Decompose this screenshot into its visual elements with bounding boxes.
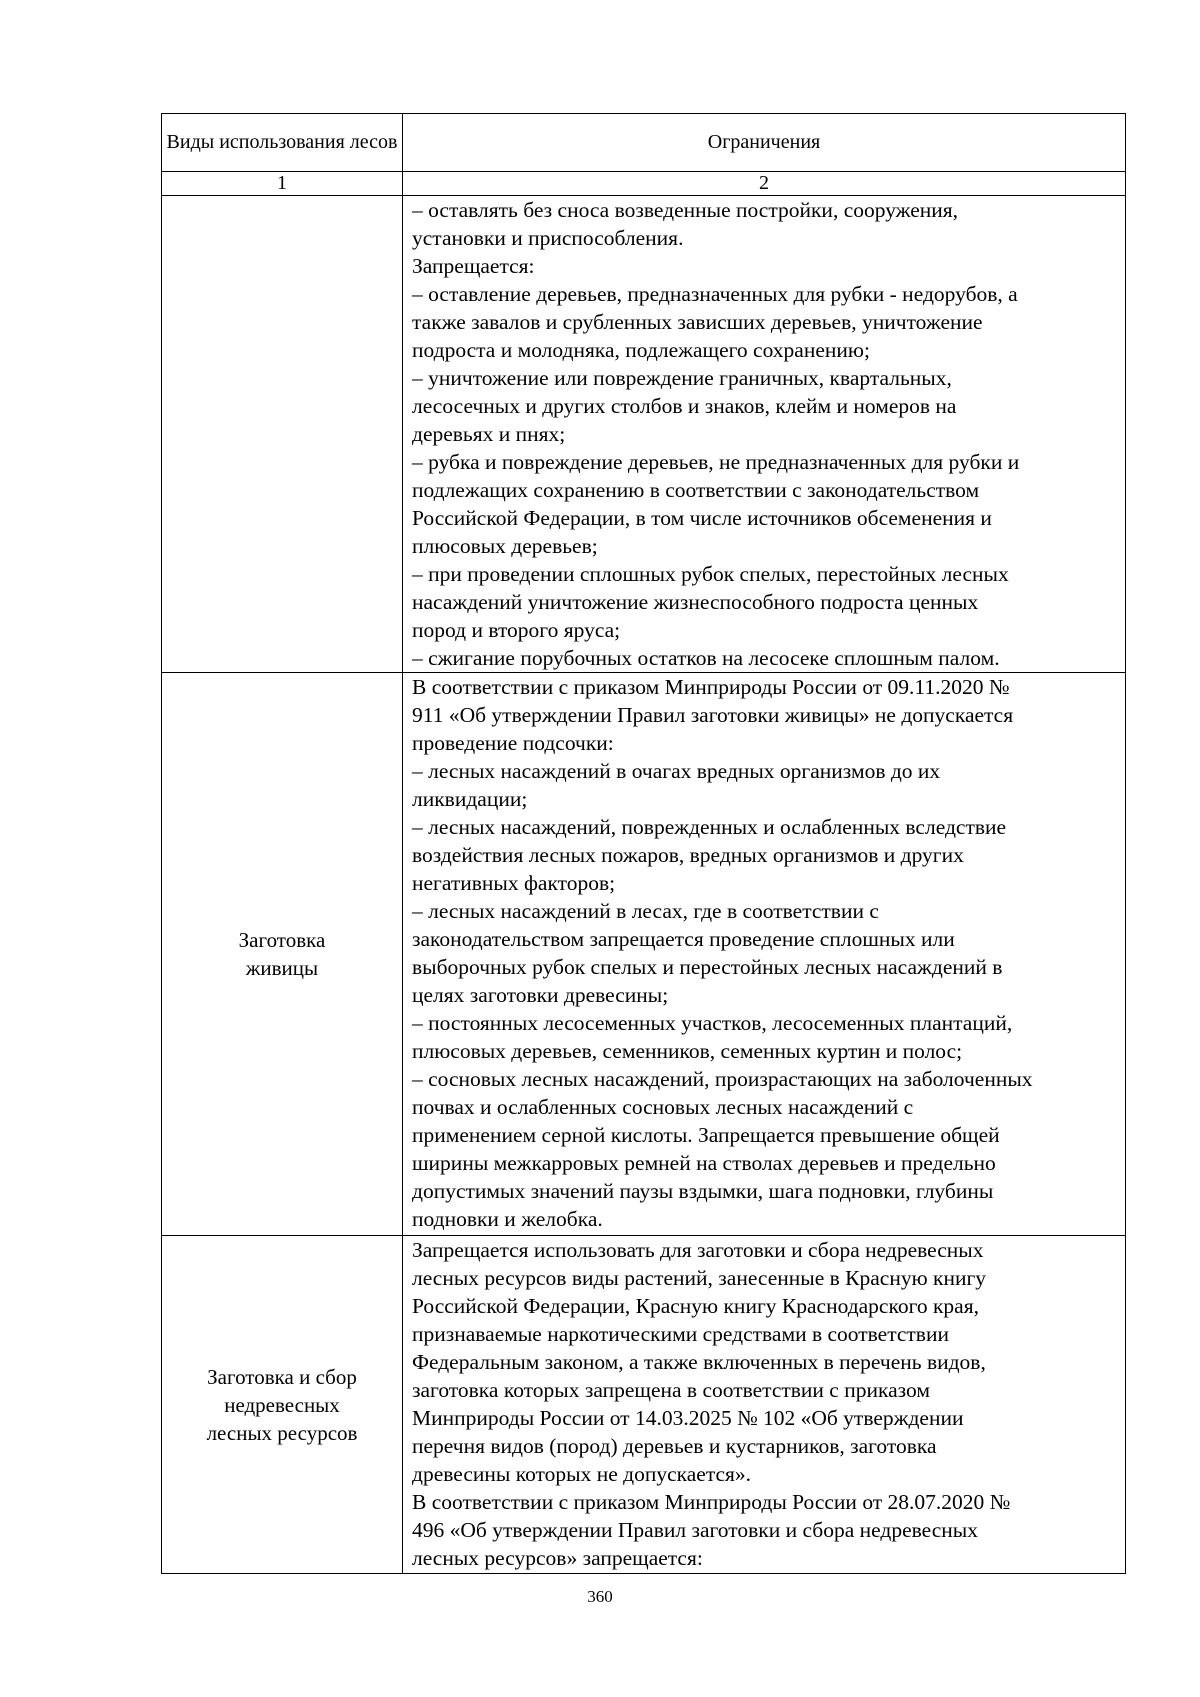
forest-use-label: живицы — [245, 956, 319, 980]
restriction-line: перечня видов (пород) деревьев и кустарников, заготовка — [412, 1434, 937, 1458]
restriction-line: также завалов и срубленных зависших деревьев, уничтожение — [412, 310, 983, 334]
restriction-line: – лесных насаждений, поврежденных и ослабленных вследствие — [412, 815, 1007, 839]
restriction-line: подроста и молодняка, подлежащего сохранению; — [412, 338, 870, 362]
restriction-line: 911 «Об утверждении Правил заготовки живицы» не допускается — [412, 703, 1014, 727]
restriction-line: – рубка и повреждение деревьев, не предназначенных для рубки и — [412, 450, 1020, 474]
restriction-line: плюсовых деревьев, семенников, семенных куртин и полос; — [412, 1039, 963, 1063]
restriction-line: – постоянных лесосеменных участков, лесосеменных плантаций, — [412, 1011, 1013, 1035]
restriction-line: лесосечных и других столбов и знаков, клейм и номеров на — [412, 394, 957, 418]
restriction-line: целях заготовки древесины; — [412, 983, 669, 1007]
restriction-line: почвах и ослабленных сосновых лесных насаждений с — [412, 1095, 914, 1119]
header-col-restrictions: Ограничения — [403, 114, 1126, 172]
restriction-line: Запрещается: — [412, 254, 535, 278]
restriction-line: плюсовых деревьев; — [412, 534, 598, 558]
restriction-line: проведение подсочки: — [412, 731, 614, 755]
column-number-1: 1 — [162, 172, 403, 196]
restriction-line: – оставление деревьев, предназначенных для рубки - недорубов, а — [412, 282, 1018, 306]
restriction-line: законодательством запрещается проведение сплошных или — [412, 927, 955, 951]
restriction-line: установки и приспособления. — [412, 226, 684, 250]
restriction-line: применением серной кислоты. Запрещается превышение общей — [412, 1123, 1000, 1147]
row-forest-use-cell — [162, 196, 403, 673]
page-number: 360 — [587, 1587, 613, 1606]
restriction-line: В соответствии с приказом Минприроды России от 28.07.2020 № — [412, 1490, 1011, 1514]
restriction-line: – лесных насаждений в лесах, где в соответствии с — [412, 899, 879, 923]
table-row — [162, 673, 1126, 1236]
restriction-line: заготовка которых запрещена в соответствии с приказом — [412, 1378, 930, 1402]
restriction-line: – уничтожение или повреждение граничных, квартальных, — [412, 366, 952, 390]
restriction-line: В соответствии с приказом Минприроды России от 09.11.2020 № — [412, 675, 1010, 699]
restriction-line: выборочных рубок спелых и перестойных лесных насаждений в — [412, 955, 1003, 979]
forest-use-label: лесных ресурсов — [206, 1420, 358, 1445]
restriction-line: Запрещается использовать для заготовки и сбора недревесных — [412, 1238, 984, 1262]
column-number-2: 2 — [403, 172, 1126, 196]
restriction-line: ликвидации; — [412, 787, 528, 811]
restriction-line: подновки и желобка. — [412, 1207, 603, 1231]
forest-use-label: Заготовка и сбор — [207, 1364, 357, 1389]
header-row — [162, 114, 1126, 172]
restriction-line: Российской Федерации, Красную книгу Краснодарского края, — [412, 1294, 979, 1318]
restriction-line: Российской Федерации, в том числе источников обсеменения и — [412, 506, 992, 530]
table-row — [162, 1236, 1126, 1574]
restriction-line: подлежащих сохранению в соответствии с законодательством — [412, 478, 980, 502]
restriction-line: негативных факторов; — [412, 871, 616, 895]
forest-use-label: недревесных — [224, 1392, 340, 1417]
column-number-row — [162, 172, 1126, 196]
row-restrictions-cell — [403, 196, 1126, 673]
table-row — [162, 196, 1126, 673]
restriction-line: пород и второго яруса; — [412, 618, 621, 642]
header-col-forest-use: Виды использования лесов — [162, 114, 403, 172]
restriction-line: допустимых значений паузы вздымки, шага подновки, глубины — [412, 1179, 994, 1203]
restriction-line: – при проведении сплошных рубок спелых, перестойных лесных — [412, 562, 1009, 586]
restriction-line: деревьях и пнях; — [412, 422, 566, 446]
restriction-line: воздействия лесных пожаров, вредных организмов и других — [412, 843, 964, 867]
restriction-line: Федеральным законом, а также включенных в перечень видов, — [412, 1350, 986, 1374]
row-restrictions-cell — [403, 1236, 1126, 1574]
restriction-line: лесных ресурсов виды растений, занесенные в Красную книгу — [412, 1266, 987, 1290]
restriction-line: ширины межкарровых ремней на стволах деревьев и предельно — [412, 1151, 996, 1175]
restriction-line: 496 «Об утверждении Правил заготовки и сбора недревесных — [412, 1518, 979, 1542]
forest-use-label: Заготовка — [238, 928, 326, 952]
restriction-line: лесных ресурсов» запрещается: — [412, 1546, 703, 1570]
row-forest-use-cell — [162, 1236, 403, 1574]
restrictions-table — [161, 113, 1126, 1574]
restriction-line: – лесных насаждений в очагах вредных организмов до их — [412, 759, 941, 783]
restriction-line: – сосновых лесных насаждений, произрастающих на заболоченных — [412, 1067, 1033, 1091]
row-restrictions-cell — [403, 673, 1126, 1236]
row-forest-use-cell — [162, 673, 403, 1236]
restriction-line: насаждений уничтожение жизнеспособного подроста ценных — [412, 590, 979, 614]
restriction-line: признаваемые наркотическими средствами в соответствии — [412, 1322, 949, 1346]
restriction-line: – сжигание порубочных остатков на лесосеке сплошным палом. — [412, 646, 1000, 670]
restriction-line: древесины которых не допускается». — [412, 1462, 752, 1486]
restriction-line: – оставлять без сноса возведенные постройки, сооружения, — [412, 198, 959, 222]
restriction-line: Минприроды России от 14.03.2025 № 102 «Об утверждении — [412, 1406, 964, 1430]
